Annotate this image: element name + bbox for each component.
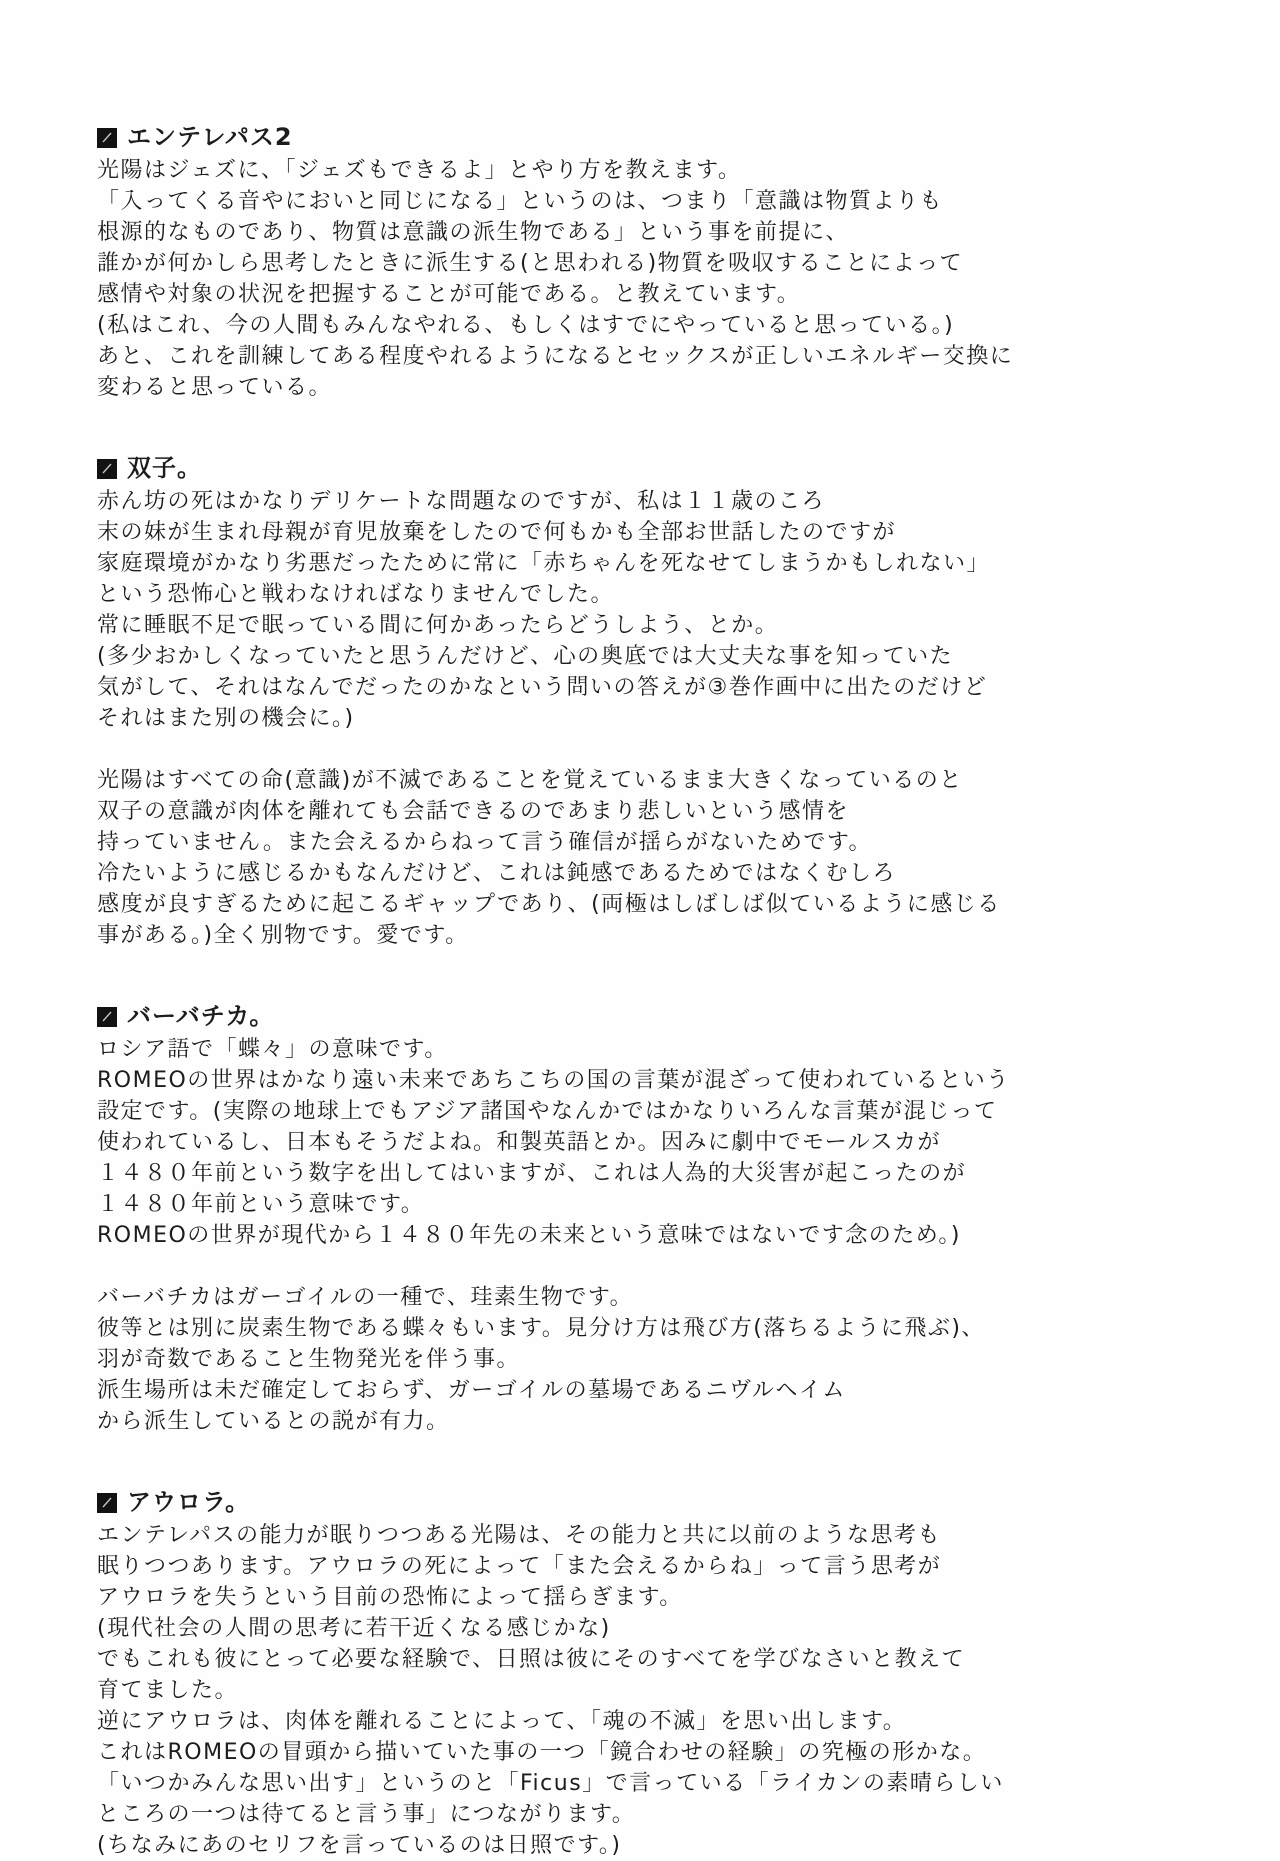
section-title-text: アウロラ。 xyxy=(127,1488,251,1516)
black-square-bullet-icon xyxy=(97,1493,117,1513)
section-title-text: 双子。 xyxy=(127,454,202,482)
text-line: ところの一つは待てると言う事」につながります。 xyxy=(97,1802,636,1827)
paragraph xyxy=(97,155,1220,403)
section-aurora xyxy=(97,1487,1220,1861)
text-line: 赤ん坊の死はかなりデリケートな問題なのですが、私は１１歳のころ xyxy=(97,489,826,514)
text-line: 双子の意識が肉体を離れても会話できるのであまり悲しいという感情を xyxy=(97,799,850,824)
text-line: ROMEOの世界が現代から１４８０年先の未来という意味ではないです念のため。) xyxy=(97,1223,962,1248)
text-line: それはまた別の機会に。) xyxy=(97,706,355,731)
text-line: 冷たいように感じるかもなんだけど、これは鈍感であるためではなくむしろ xyxy=(97,861,897,886)
text-line: でもこれも彼にとって必要な経験で、日照は彼にそのすべてを学びなさいと教えて xyxy=(97,1647,966,1672)
text-line: 彼等とは別に炭素生物である蝶々もいます。見分け方は飛び方(落ちるように飛ぶ)、 xyxy=(97,1316,985,1341)
paragraph xyxy=(97,1520,1220,1861)
text-line: 羽が奇数であること生物発光を伴う事。 xyxy=(97,1347,521,1372)
text-line: (ちなみにあのセリフを言っているのは日照です。) xyxy=(97,1833,622,1858)
text-line: (私はこれ、今の人間もみんなやれる、もしくはすでにやっていると思っている。) xyxy=(97,313,955,338)
text-line: 「入ってくる音やにおいと同じになる」というのは、つまり「意識は物質よりも xyxy=(97,189,944,214)
paragraph xyxy=(97,486,1220,734)
text-line: 感情や対象の状況を把握することが可能である。と教えています。 xyxy=(97,282,801,307)
text-line: (現代社会の人間の思考に若干近くなる感じかな) xyxy=(97,1616,611,1641)
text-line: 常に睡眠不足で眠っている間に何かあったらどうしよう、とか。 xyxy=(97,613,779,638)
text-line: 変わると思っている。 xyxy=(97,375,333,400)
section-heading xyxy=(97,1487,1220,1518)
text-line: 設定です。(実際の地球上でもアジア諸国やなんかではかなりいろんな言葉が混じって xyxy=(97,1099,998,1124)
section-entelepath-2 xyxy=(97,122,1220,403)
section-twins xyxy=(97,453,1220,951)
section-heading xyxy=(97,453,1220,484)
paragraph xyxy=(97,1282,1220,1437)
section-title-text: エンテレパス2 xyxy=(127,123,293,151)
section-heading xyxy=(97,1001,1220,1032)
paragraph xyxy=(97,765,1220,951)
text-line: 根源的なものであり、物質は意識の派生物である」という事を前提に、 xyxy=(97,220,850,245)
paragraph xyxy=(97,1034,1220,1251)
text-line: 気がして、それはなんでだったのかなという問いの答えが③巻作画中に出たのだけど xyxy=(97,675,988,700)
text-line: １４８０年前という意味です。 xyxy=(97,1192,425,1217)
text-line: 家庭環境がかなり劣悪だったために常に「赤ちゃんを死なせてしまうかもしれない」 xyxy=(97,551,991,576)
section-heading xyxy=(97,122,1220,153)
text-line: 光陽はすべての命(意識)が不滅であることを覚えているまま大きくなっているのと xyxy=(97,768,963,793)
text-line: 持っていません。また会えるからねって言う確信が揺らがないためです。 xyxy=(97,830,873,855)
text-line: 感度が良すぎるために起こるギャップであり、(両極はしばしば似ているように感じる xyxy=(97,892,1001,917)
text-line: 眠りつつあります。アウロラの死によって「また会えるからね」って言う思考が xyxy=(97,1554,942,1579)
text-line: 「いつかみんな思い出す」というのと「Ficus」で言っている「ライカンの素晴らしい xyxy=(97,1771,1004,1796)
text-line: 使われているし、日本もそうだよね。和製英語とか。因みに劇中でモールスカが xyxy=(97,1130,942,1155)
text-line: (多少おかしくなっていたと思うんだけど、心の奥底では大丈夫な事を知っていた xyxy=(97,644,954,669)
text-line: 事がある。)全く別物です。愛です。 xyxy=(97,923,469,948)
text-line: から派生しているとの説が有力。 xyxy=(97,1409,450,1434)
text-line: エンテレパスの能力が眠りつつある光陽は、その能力と共に以前のような思考も xyxy=(97,1523,942,1548)
text-line: これはROMEOの冒頭から描いていた事の一つ「鏡合わせの経験」の究極の形かな。 xyxy=(97,1740,987,1765)
section-barbatica xyxy=(97,1001,1220,1437)
text-line: という恐怖心と戦わなければなりませんでした。 xyxy=(97,582,615,607)
text-line: 誰かが何かしら思考したときに派生する(と思われる)物質を吸収することによって xyxy=(97,251,964,276)
text-line: １４８０年前という数字を出してはいますが、これは人為的大災害が起こったのが xyxy=(97,1161,967,1186)
text-line: バーバチカはガーゴイルの一種で、珪素生物です。 xyxy=(97,1285,634,1310)
black-square-bullet-icon xyxy=(97,459,117,479)
text-line: 光陽はジェズに、「ジェズもできるよ」とやり方を教えます。 xyxy=(97,158,742,183)
text-line: 派生場所は未だ確定しておらず、ガーゴイルの墓場であるニヴルヘイム xyxy=(97,1378,846,1403)
text-line: ロシア語で「蝶々」の意味です。 xyxy=(97,1037,448,1062)
text-line: ROMEOの世界はかなり遠い未来であちこちの国の言葉が混ざって使われているという xyxy=(97,1068,1010,1093)
black-square-bullet-icon xyxy=(97,1007,117,1027)
text-line: 逆にアウロラは、肉体を離れることによって、「魂の不滅」を思い出します。 xyxy=(97,1709,907,1734)
black-square-bullet-icon xyxy=(97,128,117,148)
text-line: 育てました。 xyxy=(97,1678,239,1703)
text-line: アウロラを失うという目前の恐怖によって揺らぎます。 xyxy=(97,1585,683,1610)
text-line: 末の妹が生まれ母親が育児放棄をしたので何もかも全部お世話したのですが xyxy=(97,520,897,545)
section-title-text: バーバチカ。 xyxy=(127,1002,275,1030)
text-line: あと、これを訓練してある程度やれるようになるとセックスが正しいエネルギー交換に xyxy=(97,344,1014,369)
